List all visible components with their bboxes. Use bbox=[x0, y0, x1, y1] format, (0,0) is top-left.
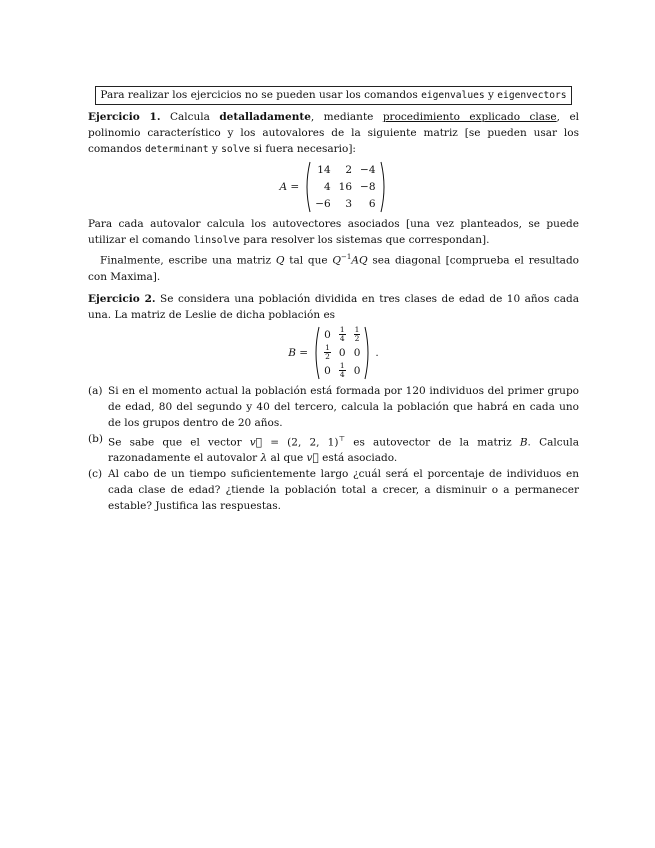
ex1-text-5: si fuera necesario]: bbox=[250, 143, 356, 155]
matrix-cell bbox=[335, 362, 350, 380]
item-label: (c) bbox=[88, 468, 103, 480]
exercise-2-statement bbox=[88, 291, 579, 323]
matrix-row bbox=[311, 196, 379, 213]
matrix-cell: −4 bbox=[360, 163, 376, 176]
matrix-cell: 0 bbox=[353, 346, 361, 359]
exercise-1-paragraph-3 bbox=[88, 249, 579, 285]
exercise-1-statement bbox=[88, 109, 579, 158]
matrix-cell: −8 bbox=[360, 180, 376, 193]
command-eigenvalues: eigenvalues bbox=[421, 90, 485, 101]
item-label: (a) bbox=[88, 384, 103, 397]
matrix-b-label: B = bbox=[288, 346, 309, 359]
item-text: Si en el momento actual la población está formada por 120 individuos del primer grupo de edad, 80 del segundo y 40 del tercero, calcula la población que habrá en cada uno de los grupos dentro de 20 años. bbox=[108, 384, 579, 429]
matrix-row bbox=[320, 362, 364, 380]
ex1-p3-expr-q: Q bbox=[332, 254, 342, 267]
fraction bbox=[339, 362, 346, 379]
fraction bbox=[354, 326, 361, 343]
item-text: al que bbox=[267, 452, 307, 464]
item-label: (b) bbox=[88, 432, 103, 445]
matrix-cell: 3 bbox=[345, 198, 353, 211]
left-paren bbox=[312, 326, 320, 380]
item-c bbox=[88, 466, 579, 514]
ex1-p3-q: Q bbox=[275, 254, 285, 267]
right-paren bbox=[380, 161, 388, 213]
item-b bbox=[88, 431, 579, 467]
fraction-denominator: 2 bbox=[325, 352, 330, 361]
fraction-numerator: 1 bbox=[339, 361, 345, 370]
notice-wrapper bbox=[88, 86, 579, 105]
item-a bbox=[88, 383, 579, 431]
ex1-p3-text-b: tal que bbox=[284, 254, 333, 267]
exercise-sheet bbox=[88, 86, 579, 514]
transpose-symbol: ⊤ bbox=[338, 434, 346, 443]
command-determinant: determinant bbox=[144, 144, 209, 155]
matrix-cell: 6 bbox=[368, 198, 376, 211]
item-text: = (2, 2, 1) bbox=[262, 436, 339, 448]
ex1-p3-exponent: −1 bbox=[341, 253, 352, 261]
item-text: Se sabe que el vector bbox=[108, 436, 250, 448]
exercise-1-title: Ejercicio 1. bbox=[88, 111, 161, 123]
vector-v: v⃗ bbox=[249, 436, 263, 448]
matrix-row bbox=[320, 344, 364, 362]
matrix-cell: 0 bbox=[324, 364, 331, 377]
matrix-cell: 0 bbox=[324, 328, 331, 341]
command-eigenvectors: eigenvectors bbox=[497, 90, 567, 101]
exercise-2-title: Ejercicio 2. bbox=[88, 292, 156, 305]
matrix-cell: −6 bbox=[315, 198, 331, 211]
matrix-b bbox=[312, 326, 372, 380]
matrix-b-display bbox=[88, 326, 579, 380]
matrix-cell bbox=[320, 344, 335, 362]
matrix-cell: 0 bbox=[338, 346, 346, 359]
exercise-2-items bbox=[88, 383, 579, 515]
matrix-cell: 14 bbox=[317, 163, 331, 176]
matrix-cell: 4 bbox=[323, 180, 331, 193]
matrix-cell bbox=[335, 326, 350, 344]
matrix-a-table bbox=[311, 161, 379, 213]
matrix-a bbox=[303, 161, 387, 213]
matrix-row bbox=[320, 326, 364, 344]
fraction-numerator: 1 bbox=[339, 325, 345, 334]
ex1-text-1: Calcula bbox=[160, 111, 220, 123]
ex1-text-2: , mediante bbox=[310, 111, 383, 123]
matrix-b-period: . bbox=[375, 346, 379, 359]
matrix-b-table bbox=[320, 326, 364, 380]
matrix-cell: 16 bbox=[338, 180, 353, 193]
matrix-row bbox=[311, 178, 379, 195]
notice-connector: y bbox=[484, 89, 498, 101]
lambda-symbol: λ bbox=[260, 452, 268, 464]
fraction-denominator: 4 bbox=[339, 370, 345, 379]
ex1-underlined-phrase: procedimiento explicado clase bbox=[382, 111, 557, 123]
item-text: está asociado. bbox=[318, 452, 398, 464]
item-text: es autovector de la matriz bbox=[345, 436, 520, 448]
matrix-cell: 0 bbox=[353, 364, 361, 377]
ex1-p3-text-a: Finalmente, escribe una matriz bbox=[100, 254, 276, 267]
fraction-numerator: 1 bbox=[354, 325, 360, 334]
exercise-1-paragraph-2 bbox=[88, 216, 579, 249]
fraction-denominator: 2 bbox=[354, 334, 360, 343]
matrix-b-ref: B bbox=[519, 436, 528, 448]
matrix-row bbox=[311, 161, 379, 178]
matrix-cell: 2 bbox=[345, 163, 353, 176]
notice-box bbox=[95, 86, 571, 105]
ex1-text-3: , el polinomio característico y los autovalores de la siguiente matriz [se pueden usar los comandos bbox=[88, 111, 580, 155]
fraction-denominator: 4 bbox=[339, 334, 345, 343]
notice-text: Para realizar los ejercicios no se pueden usar los comandos bbox=[100, 89, 422, 101]
ex1-bold-word: detalladamente bbox=[219, 111, 311, 123]
ex1-p3-text-c: sea diagonal [comprueba el resultado con Maxima]. bbox=[88, 254, 579, 283]
fraction bbox=[339, 326, 346, 343]
ex1-text-4: y bbox=[208, 143, 222, 155]
item-text: . Calcula razonadamente el autovalor bbox=[108, 436, 579, 464]
matrix-a-display bbox=[88, 161, 579, 213]
right-paren bbox=[364, 326, 372, 380]
left-paren bbox=[303, 161, 311, 213]
fraction-numerator: 1 bbox=[325, 343, 330, 352]
fraction bbox=[324, 344, 331, 361]
ex2-intro: Se considera una población dividida en tres clases de edad de 10 años cada una. La matriz de Leslie de dicha población es bbox=[88, 292, 579, 321]
item-text: Al cabo de un tiempo suficientemente largo ¿cuál será el porcentaje de individuos en cada clase de edad? ¿tiende la población total a crecer, a disminuir o a permanecer estable? Justifica las respuestas. bbox=[108, 468, 579, 512]
vector-v: v⃗ bbox=[306, 452, 319, 464]
command-linsolve: linsolve bbox=[193, 235, 240, 246]
matrix-a-label: A = bbox=[279, 181, 300, 193]
ex1-p2-text-a: Para cada autovalor calcula los autovectores asociados [una vez planteados, se puede utilizar el comando bbox=[88, 218, 579, 246]
ex1-p2-text-b: para resolver los sistemas que correspondan]. bbox=[239, 234, 490, 246]
command-solve: solve bbox=[221, 144, 250, 155]
matrix-cell bbox=[350, 326, 365, 344]
ex1-p3-expr-aq: AQ bbox=[351, 254, 368, 267]
